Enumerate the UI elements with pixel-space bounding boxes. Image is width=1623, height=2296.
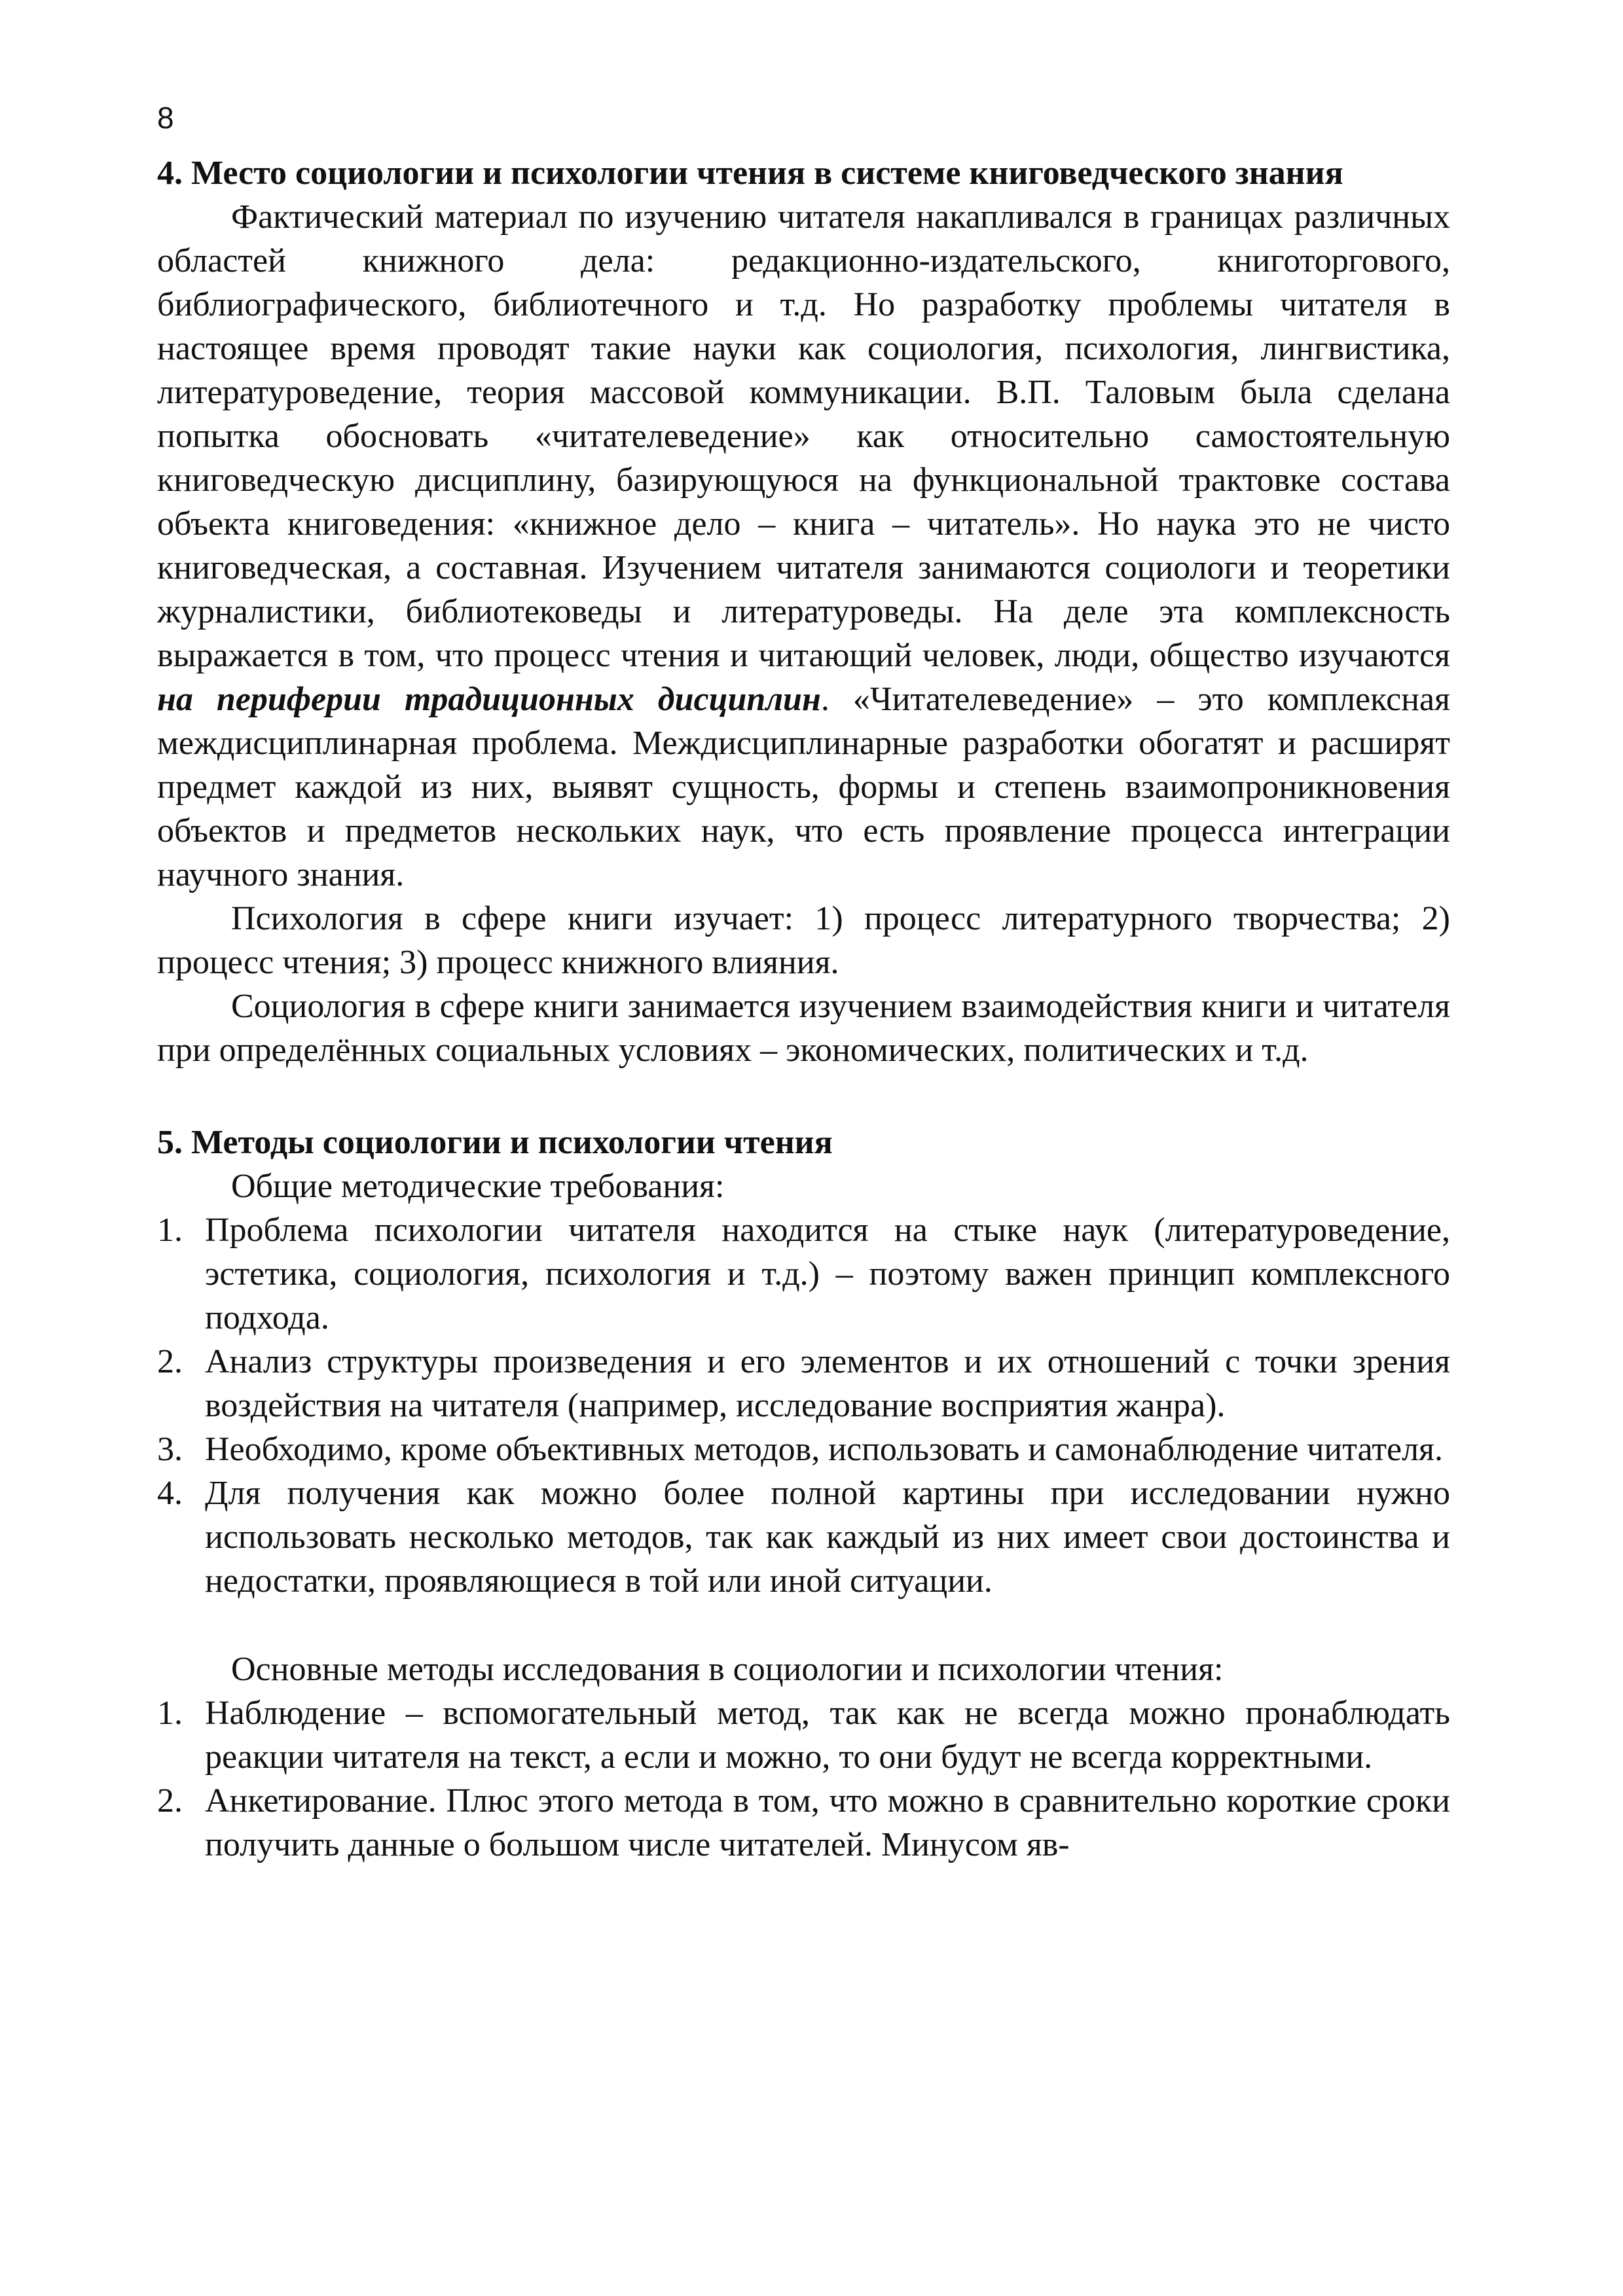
method-item-1 (157, 1691, 1450, 1779)
section-5-heading: 5. Методы социологии и психологии чтения (157, 1124, 833, 1161)
list-number: 3. (157, 1431, 183, 1468)
list-item-text: Анкетирование. Плюс этого метода в том, что можно в сравнительно короткие сроки получить данные о большом числе читателей. Минусом яв- (205, 1782, 1450, 1863)
section-spacer (157, 1072, 1450, 1121)
methods-intro: Основные методы исследования в социологии и психологии чтения: (231, 1651, 1224, 1688)
methods-list (157, 1691, 1450, 1867)
requirement-item-1 (157, 1208, 1450, 1340)
section-4-heading: 4. Место социологии и психологии чтения в системе книговедческого знания (157, 154, 1343, 192)
page-number: 8 (157, 101, 174, 135)
requirement-item-3 (157, 1427, 1450, 1471)
list-spacer (157, 1603, 1450, 1647)
section-4-paragraph-2: Психология в сфере книги изучает: 1) процесс литературного творчества; 2) процесс чтения; 3) процесс книжного влияния. (157, 900, 1450, 981)
document-page (157, 98, 1450, 1867)
list-item-text: Проблема психологии читателя находится на стыке наук (литературоведение, эстетика, социология, психология и т.д.) – поэтому важен принцип комплексного подхода. (205, 1211, 1450, 1336)
requirements-intro: Общие методические требования: (231, 1168, 725, 1205)
list-item-text: Для получения как можно более полной картины при исследовании нужно использовать несколько методов, так как каждый из них имеет свои достоинства и недостатки, проявляющиеся в той или иной ситуации. (205, 1475, 1450, 1600)
list-number: 2. (157, 1343, 183, 1380)
paragraph-1-text-end: . «Читателеведение» – это комплексная междисциплинарная проблема. Междисциплинарные разработки обогатят и расширят предмет каждой из них, выявят сущность, формы и степень взаимопроникновения объектов и предметов нескольких наук, что есть проявление процесса интеграции научного знания. (157, 681, 1450, 893)
list-item-text: Анализ структуры произведения и его элементов и их отношений с точки зрения воздействия на читателя (например, исследование восприятия жанра). (205, 1343, 1450, 1424)
paragraph-1-text-start: Фактический материал по изучению читателя накапливался в границах различных областей книжного дела: редакционно-издательского, книготоргового, библиографического, библиотечного и т.д. Но разработку проблемы читателя в настоящее время проводят такие науки как социология, психология, лингвистика, литературоведение, теория массовой коммуникации. В.П. Таловым была сделана попытка обосновать «читателеведение» как относительно самостоятельную книговедческую дисциплину, базирующуюся на функциональной трактовке состава объекта книговедения: «книжное дело – книга – читатель». Но наука это не чисто книговедческая, а составная. Изучением читателя занимаются социологи и теоретики журналистики, библиотековеды и литературоведы. На деле эта комплексность выражается в том, что процесс чтения и читающий человек, люди, общество изучаются (157, 198, 1450, 674)
list-item-text: Наблюдение – вспомогательный метод, так как не всегда можно пронаблюдать реакции читателя на текст, а если и можно, то они будут не всегда корректными. (205, 1695, 1450, 1776)
list-number: 4. (157, 1475, 183, 1512)
requirement-item-4 (157, 1471, 1450, 1603)
section-4-paragraph-3: Социология в сфере книги занимается изучением взаимодействия книги и читателя при определённых социальных условиях – экономических, политических и т.д. (157, 988, 1450, 1069)
list-number: 2. (157, 1782, 183, 1820)
requirements-list (157, 1208, 1450, 1603)
list-number: 1. (157, 1211, 183, 1249)
method-item-2 (157, 1779, 1450, 1867)
section-4-paragraph-1 (157, 195, 1450, 897)
list-number: 1. (157, 1695, 183, 1732)
requirement-item-2 (157, 1340, 1450, 1427)
paragraph-1-emphasis: на периферии традиционных дисциплин (157, 681, 821, 718)
list-item-text: Необходимо, кроме объективных методов, использовать и самонаблюдение читателя. (205, 1431, 1443, 1468)
